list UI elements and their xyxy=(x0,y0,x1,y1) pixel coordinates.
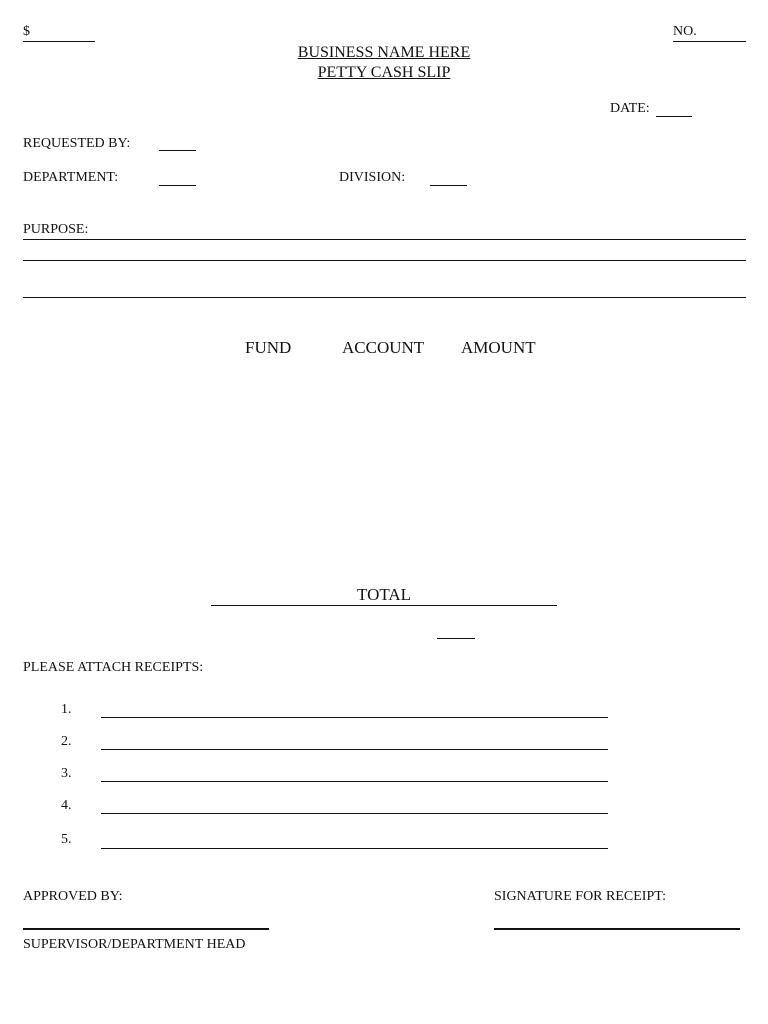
dollar-amount-line[interactable] xyxy=(23,41,95,42)
date-label: DATE: xyxy=(610,101,650,116)
business-name: BUSINESS NAME HERE xyxy=(297,44,471,61)
purpose-line-2[interactable] xyxy=(23,260,746,261)
purpose-line-1[interactable] xyxy=(23,239,746,240)
department-label: DEPARTMENT: xyxy=(23,170,119,185)
requested-by-label: REQUESTED BY: xyxy=(23,136,131,151)
division-label: DIVISION: xyxy=(339,170,406,185)
division-line[interactable] xyxy=(430,185,467,186)
supervisor-label: SUPERVISOR/DEPARTMENT HEAD xyxy=(23,937,246,952)
total-label: TOTAL xyxy=(357,585,412,604)
column-account: ACCOUNT xyxy=(342,338,425,357)
purpose-label: PURPOSE: xyxy=(23,222,89,237)
column-amount: AMOUNT xyxy=(461,338,536,357)
receipt-number-3: 3. xyxy=(61,766,72,781)
number-label: NO. xyxy=(673,24,697,39)
total-amount-line[interactable] xyxy=(437,638,475,639)
receipt-number-4: 4. xyxy=(61,798,72,813)
receipt-number-1: 1. xyxy=(61,702,72,717)
date-line[interactable] xyxy=(656,116,692,117)
receipt-signature-line[interactable] xyxy=(494,928,740,930)
receipt-line-1[interactable] xyxy=(101,717,608,718)
receipt-line-4[interactable] xyxy=(101,813,608,814)
purpose-line-3[interactable] xyxy=(23,297,746,298)
receipt-line-2[interactable] xyxy=(101,749,608,750)
department-line[interactable] xyxy=(159,185,196,186)
column-fund: FUND xyxy=(245,338,292,357)
approved-by-signature-line[interactable] xyxy=(23,928,269,930)
receipts-label: PLEASE ATTACH RECEIPTS: xyxy=(23,660,204,675)
total-line xyxy=(211,605,557,606)
approved-by-label: APPROVED BY: xyxy=(23,889,123,904)
receipt-line-3[interactable] xyxy=(101,781,608,782)
dollar-label: $ xyxy=(23,24,30,39)
receipt-line-5[interactable] xyxy=(101,848,608,849)
receipt-number-5: 5. xyxy=(61,832,72,847)
signature-label: SIGNATURE FOR RECEIPT: xyxy=(494,889,666,904)
requested-by-line[interactable] xyxy=(159,150,196,151)
number-line[interactable] xyxy=(673,41,746,42)
receipt-number-2: 2. xyxy=(61,734,72,749)
form-title: PETTY CASH SLIP xyxy=(317,64,451,81)
